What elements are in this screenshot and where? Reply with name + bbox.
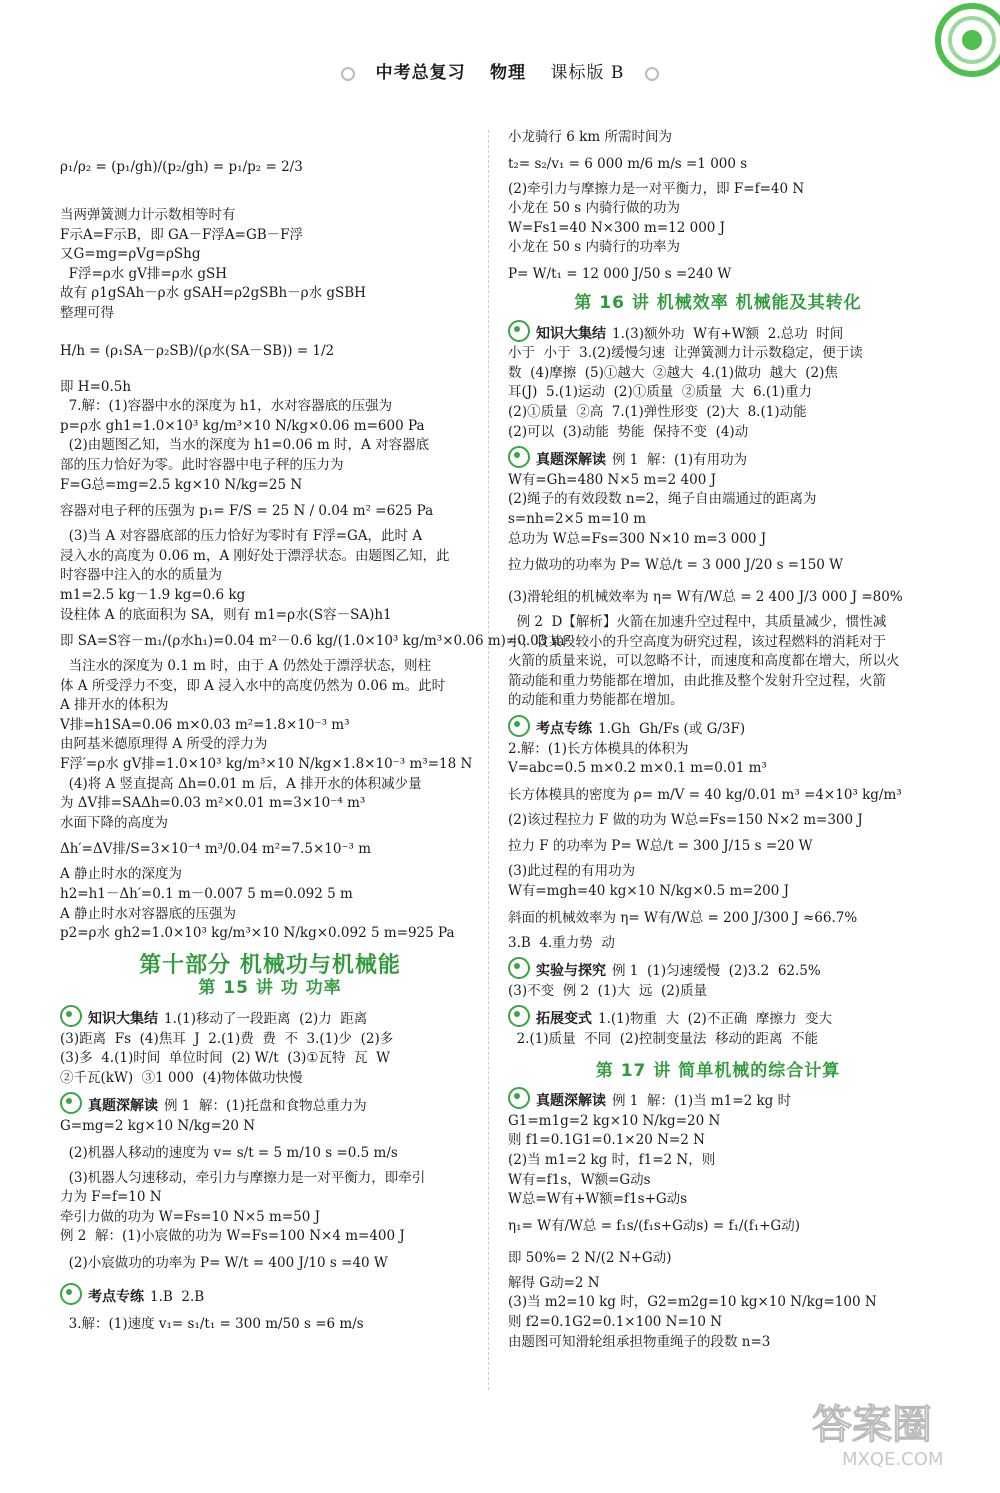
- section-icon: [508, 446, 530, 468]
- text-line: 由题图可知滑轮组承担物重绳子的段数 n=3: [508, 1333, 771, 1350]
- speed-formula: (2)机器人移动的速度为 v= s/t = 5 m/10 s =0.5 m/s: [60, 1144, 398, 1161]
- svg-text:MXQE.COM: MXQE.COM: [842, 1449, 944, 1470]
- page-header: [0, 58, 1000, 83]
- text-line: (4)将 A 竖直提高 Δh=0.01 m 后，A 排开水的体积减少量: [60, 775, 422, 792]
- text-line: A 静止时水对容器底的压强为: [60, 905, 237, 922]
- text-line: F浮=ρ水 gV排=ρ水 gSH: [60, 265, 228, 282]
- lecture-17-title: 第 17 讲 简单机械的综合计算: [595, 1060, 841, 1081]
- header-subject: 物理: [490, 63, 527, 83]
- section-exam-16: 真题深解读 例 1 解：(1)有用功为: [508, 446, 928, 471]
- text-line: 箭动能和重力势能都在增加，由此推及整个发射升空过程，火箭: [508, 672, 886, 689]
- left-column: ρ₁/ρ₂ = (p₁/gh)/(p₂/gh) = p₁/p₂ = 2/3 当两弹簧测力计示数相等时有 F示A=F示B，即 GA－F浮A=GB－F浮 又G=mg=ρVg=ρShg F浮=ρ水 gV排=ρ水 gSH 故有 ρ1gSAh－ρ水 gSAH=ρ2gSBh－ρ水 gSBH 整理可得 H/h = (ρ₁SA－ρ₂SB)/(ρ水(SA－SB)) = 1/2 即 H=0.5h 7.解：(1)容器中水的深度为 h1，水对容器底的压强为 p=ρ水 gh1=1.0×10³ kg/m³×10 N/kg×0.06 m=600 Pa (2)由题图乙知，当水的深度为 h1=0.06 m 时，A 对容器底 部的压力恰好为零。此时容器中电子秤的压力为 F=G总=mg=2.5 kg×10 N/kg=25 N 容器对电子秤的压强为 p₁= F/S = 25 N / 0.04 m² =625 Pa (3)当 A 对容器底部的压力恰好为零时有 F浮=GA，此时 A 浸入水的高度为 0.06 m，A 刚好处于漂浮状态。由题图乙知，此 时容器中注入的水的质量为 m1=2.5 kg－1.9 kg=0.6 kg 设柱体 A 的底面积为 SA，则有 m1=ρ水(S容－SA)h1 即 SA=S容－m₁/(ρ水h₁)=0.04 m²－0.6 kg/(1.0×10³ kg/m³×0.06 m)=0.03 m² 当注水的深度为 0.1 m 时，由于 A 仍然处于漂浮状态，则柱 体 A 所受浮力不变，即 A 浸入水中的高度仍然为 0.06 m。此时 A 排开水的体积为 V排=h1SA=0.06 m×0.03 m²=1.8×10⁻³ m³ 由阿基米德原理得 A 所受的浮力为 F浮′=ρ水 gV排=1.0×10³ kg/m³×10 N/kg×1.8×10⁻³ m³=18 N (4)将 A 竖直提高 Δh=0.01 m 后，A 排开水的体积减少量 为 ΔV排=SAΔh=0.03 m²×0.01 m=3×10⁻⁴ m³ 水面下降的高度为 Δh′=ΔV排/S=3×10⁻⁴ m³/0.04 m²=7.5×10⁻³ m A 静止时水的深度为 h2=h1－Δh′=0.1 m－0.007 5 m=0.092 5 m A 静止时水对容器底的压强为 p2=ρ水 gh2=1.0×10³ kg/m³×10 N/kg×0.092 5 m=925 Pa 第十部分 机械功与机械能 第 15 讲 功 功率 知识大集结 1.(1)移动了一段距离 (2)力 距离 (3)距离 Fs (4)焦耳 J 2.(1)费 费 不 3.(1)少 (2)多 (3)多 4.(1)时间 单位时间 (2) W/t (3)①瓦特 瓦 W ②千瓦(kW) ③1 000 (4)物体做功快慢 真题深解读 例 1 解：(1)托盘和食物总重力为 G=mg=2 kg×10 N/kg=20 N (2)机器人移动的速度为 v= s/t = 5 m/10 s =0.5 m/s (3)机器人匀速移动，牵引力与摩擦力是一对平衡力，即牵引 力为 F=f=10 N 牵引力做的功为 W=Fs=10 N×5 m=50 J 例 2 解：(1)小宸做的功为 W=Fs=100 N×4 m=400 J (2)小宸做功的功率为 P= W/t = 400 J/10 s =40 W 考点专练 1.B 2.B 3.解：(1)速度 v₁= s₁/t₁ = 300 m/50 s =6 m/s: [60, 128, 480, 1340]
- solve-formula: 即 50%= 2 N/(2 N+G动): [508, 1249, 672, 1266]
- header-title: 中考总复习: [375, 63, 466, 83]
- density-formula: 长方体模具的密度为 ρ= m/V = 40 kg/0.01 m³ =4×10³ kg/m³: [508, 786, 902, 803]
- dot-icon: [645, 67, 659, 81]
- section-icon: [508, 1087, 530, 1109]
- text-block: [60, 527, 480, 625]
- text-block: [508, 1274, 928, 1352]
- text-line: h2=h1－Δh′=0.1 m－0.007 5 m=0.092 5 m: [60, 886, 353, 903]
- pull-power-formula-2: 拉力 F 的功率为 P= W总/t = 300 J/15 s =20 W: [508, 838, 813, 855]
- text-line: 小；收某段较小的升空高度为研究过程，该过程燃料的消耗对于: [508, 633, 886, 650]
- power-formula-2: P= W/t₁ = 12 000 J/50 s =240 W: [508, 265, 732, 282]
- section-icon: [60, 1283, 82, 1305]
- text-line: 浸入水的高度为 0.06 m，A 刚好处于漂浮状态。由题图乙知，此: [60, 547, 450, 564]
- section-practice-16: 考点专练 1.Gh Gh/Fs (或 G/3F): [508, 715, 928, 740]
- text-line: 又G=mg=ρVg=ρShg: [60, 246, 201, 263]
- text-line: V排=h1SA=0.06 m×0.03 m²=1.8×10⁻³ m³: [60, 716, 350, 733]
- text-line: 例 2 D【解析】火箭在加速升空过程中，其质量减少，惯性减: [508, 614, 887, 631]
- lecture-16-title: 第 16 讲 机械效率 机械能及其转化: [574, 292, 862, 313]
- section-exam-17: 真题深解读 例 1 解：(1)当 m1=2 kg 时: [508, 1087, 928, 1112]
- pull-power-formula: 拉力做功的功率为 P= W总/t = 3 000 J/20 s =150 W: [508, 557, 844, 574]
- text-block: [60, 865, 480, 943]
- text-line: 小龙骑行 6 km 所需时间为: [508, 129, 672, 145]
- text-line: m1=2.5 kg－1.9 kg=0.6 kg: [60, 586, 246, 603]
- header-edition: 课标版 B: [550, 63, 625, 83]
- text-line: (3)当 A 对容器底部的压力恰好为零时有 F浮=GA，此时 A: [60, 528, 423, 545]
- text-block: [60, 657, 480, 833]
- height-formula: Δh′=ΔV排/S=3×10⁻⁴ m³/0.04 m²=7.5×10⁻³ m: [60, 841, 372, 858]
- section-knowledge-15: 知识大集结 1.(1)移动了一段距离 (2)力 距离: [60, 1005, 480, 1030]
- text-line: 小龙在 50 s 内骑行做的功为: [508, 200, 680, 217]
- text-line: p=ρ水 gh1=1.0×10³ kg/m³×10 N/kg×0.06 m=600 Pa: [60, 417, 425, 434]
- section-icon: [508, 957, 530, 979]
- text-line: F示A=F示B，即 GA－F浮A=GB－F浮: [60, 226, 304, 243]
- text-line: 当两弹簧测力计示数相等时有: [60, 207, 236, 223]
- text-line: A 排开水的体积为: [60, 697, 169, 714]
- text-block: [60, 1169, 480, 1247]
- dot-icon: [341, 67, 355, 81]
- text-line: 设柱体 A 的底面积为 SA，则有 m1=ρ水(S容－SA)h1: [60, 606, 392, 623]
- text-line: F浮′=ρ水 gV排=1.0×10³ kg/m³×10 N/kg×1.8×10⁻³ m³=18 N: [60, 756, 473, 773]
- text-block: [60, 206, 480, 324]
- text-block: [508, 180, 928, 258]
- section-practice-15: 考点专练 1.B 2.B: [60, 1283, 480, 1308]
- efficiency-formula: (3)滑轮组的机械效率为 η= W有/W总 = 2 400 J/3 000 J =80%: [508, 589, 903, 606]
- text-line: p2=ρ水 gh2=1.0×10³ kg/m³×10 N/kg×0.092 5 m=925 Pa: [60, 925, 455, 942]
- section-icon: [508, 715, 530, 737]
- text-block: [508, 613, 928, 711]
- text-line: 故有 ρ1gSAh－ρ水 gSAH=ρ2gSBh－ρ水 gSBH: [60, 285, 366, 302]
- watermark-logo: [802, 1383, 982, 1473]
- text-line: 为 ΔV排=SAΔh=0.03 m²×0.01 m=3×10⁻⁴ m³: [60, 795, 366, 812]
- text-line: 牵引力做的功为 W=Fs=10 N×5 m=50 J: [60, 1208, 321, 1225]
- text-line: W=Fs1=40 N×300 m=12 000 J: [508, 219, 726, 236]
- ratio-formula: H/h = (ρ₁SA－ρ₂SB)/(ρ水(SA－SB)) = 1/2: [60, 342, 335, 359]
- text-block: [60, 378, 480, 496]
- velocity-formula: 3.解：(1)速度 v₁= s₁/t₁ = 300 m/50 s =6 m/s: [60, 1315, 364, 1332]
- text-line: 解得 G动=2 N: [508, 1274, 600, 1291]
- section-knowledge-16: 知识大集结 1.(3)额外功 W有+W额 2.总功 时间: [508, 320, 928, 345]
- section-experiment: 实验与探究 例 1 (1)匀速缓慢 (2)3.2 62.5%: [508, 957, 928, 982]
- text-line: (3)当 m2=10 kg 时，G2=m2g=10 kg×10 N/kg=100 N: [508, 1294, 877, 1311]
- section-icon: [60, 1005, 82, 1027]
- text-line: 时容器中注入的水的质量为: [60, 567, 222, 584]
- text-line: 整理可得: [60, 304, 114, 321]
- section-icon: [508, 1005, 530, 1027]
- text-block: [508, 128, 928, 148]
- text-line: 火箭的质量来说，可以忽略不计，而速度和高度都在增大，所以火: [508, 653, 900, 670]
- text-line: 由阿基米德原理得 A 所受的浮力为: [60, 736, 268, 753]
- text-line: 例 2 解：(1)小宸做的功为 W=Fs=100 N×4 m=400 J: [60, 1228, 405, 1245]
- column-divider: [488, 130, 489, 1390]
- area-formula: 即 SA=S容－m₁/(ρ水h₁)=0.04 m²－0.6 kg/(1.0×10³ kg/m³×0.06 m)=0.03 m²: [60, 633, 570, 650]
- section-extension: 拓展变式 1.(1)物重 大 (2)不正确 摩擦力 变大: [508, 1005, 928, 1030]
- density-ratio-formula: ρ₁/ρ₂ = (p₁/gh)/(p₂/gh) = p₁/p₂ = 2/3: [60, 159, 303, 175]
- text-line: 的动能和重力势能都在增加。: [508, 692, 684, 709]
- text-line: (2)牵引力与摩擦力是一对平衡力，即 F=f=40 N: [508, 180, 805, 197]
- svg-text:答案圈: 答案圈: [812, 1402, 932, 1448]
- pressure-formula: 容器对电子秤的压强为 p₁= F/S = 25 N / 0.04 m² =625 Pa: [60, 503, 434, 520]
- text-line: 体 A 所受浮力不变，即 A 浸入水中的高度仍然为 0.06 m。此时: [60, 677, 446, 694]
- time-formula: t₂= s₂/v₁ = 6 000 m/6 m/s =1 000 s: [508, 155, 748, 172]
- part-title: 第十部分 机械功与机械能: [139, 952, 401, 978]
- text-line: 力为 F=f=10 N: [60, 1189, 162, 1206]
- text-line: 水面下降的高度为: [60, 814, 168, 831]
- text-line: 当注水的深度为 0.1 m 时，由于 A 仍然处于漂浮状态，则柱: [60, 658, 432, 675]
- power-formula: (2)小宸做功的功率为 P= W/t = 400 J/10 s =40 W: [60, 1254, 388, 1271]
- text-line: 即 H=0.5h: [60, 378, 132, 395]
- text-line: (3)机器人匀速移动，牵引力与摩擦力是一对平衡力，即牵引: [60, 1169, 426, 1186]
- right-column: 小龙骑行 6 km 所需时间为 t₂= s₂/v₁ = 6 000 m/6 m/s =1 000 s (2)牵引力与摩擦力是一对平衡力，即 F=f=40 N 小龙在 50 s 内骑行做的功为 W=Fs1=40 N×300 m=12 000 J 小龙在 50 s 内骑行的功率为 P= W/t₁ = 12 000 J/50 s =240 W 第 16 讲 机械效率 机械能及其转化 知识大集结 1.(3)额外功 W有+W额 2.总功 时间 小于 小于 3.(2)缓慢匀速 让弹簧测力计示数稳定，便于读 数 (4)摩擦 (5)①越大 ②越大 4.(1)做功 越大 (2)焦 耳(J) 5.(1)运动 (2)①质量 ②质量 大 6.(1)重力 (2)①质量 ②高 7.(1)弹性形变 (2)大 8.(1)动能 (2)可以 (3)动能 势能 保持不变 (4)动 真题深解读 例 1 解：(1)有用功为 W有=Gh=480 N×5 m=2 400 J (2)绳子的有效段数 n=2，绳子自由端通过的距离为 s=nh=2×5 m=10 m 总功为 W总=Fs=300 N×10 m=3 000 J 拉力做功的功率为 P= W总/t = 3 000 J/20 s =150 W (3)滑轮组的机械效率为 η= W有/W总 = 2 400 J/3 000 J =80% 例 2 D【解析】火箭在加速升空过程中，其质量减少，惯性减 小；收某段较小的升空高度为研究过程，该过程燃料的消耗对于 火箭的质量来说，可以忽略不计，而速度和高度都在增大，所以火 箭动能和重力势能都在增加，由此推及整个发射升空过程，火箭 的动能和重力势能都在增加。 考点专练 1.Gh Gh/Fs (或 G/3F) 2.解：(1)长方体模具的体积为 V=abc=0.5 m×0.2 m×0.1 m=0.01 m³ 长方体模具的密度为 ρ= m/V = 40 kg/0.01 m³ =4×10³ kg/m³ (2)该过程拉力 F 做的功为 W总=Fs=150 N×2 m=300 J 拉力 F 的功率为 P= W总/t = 300 J/15 s =20 W (3)此过程的有用功为 W有=mgh=40 kg×10 N/kg×0.5 m=200 J 斜面的机械效率为 η= W有/W总 = 200 J/300 J ≈66.7% 3.B 4.重力势 动 实验与探究 例 1 (1)匀速缓慢 (2)3.2 62.5% (3)不变 例 2 (1)大 远 (2)质量 拓展变式 1.(1)物重 大 (2)不正确 摩擦力 变大 2.(1)质量 不同 (2)控制变量法 移动的距离 不能 第 17 讲 简单机械的综合计算 真题深解读 例 1 解：(1)当 m1=2 kg 时 G1=m1g=2 kg×10 N/kg=20 N 则 f1=0.1G1=0.1×20 N=2 N (2)当 m1=2 kg 时，f1=2 N，则 W有=f1s，W额=G动s W总=W有+W额=f1s+G动s η₁= W有/W总 = f₁s/(f₁s+G动s) = f₁/(f₁+G动) 即 50%= 2 N/(2 N+G动) 解得 G动=2 N (3)当 m2=10 kg 时，G2=m2g=10 kg×10 N/kg=100 N 则 f2=0.1G2=0.1×100 N=10 N 由题图可知滑轮组承担物重绳子的段数 n=3: [508, 128, 928, 1352]
- text-line: 则 f2=0.1G2=0.1×100 N=10 N: [508, 1313, 723, 1330]
- text-line: A 静止时水的深度为: [60, 866, 183, 883]
- text-line: (2)由题图乙知，当水的深度为 h1=0.06 m 时，A 对容器底: [60, 437, 430, 454]
- eta-formula: η₁= W有/W总 = f₁s/(f₁s+G动s) = f₁/(f₁+G动): [508, 1217, 800, 1234]
- section-icon: [60, 1092, 82, 1114]
- section-icon: [508, 320, 530, 342]
- section-exam-15: 真题深解读 例 1 解：(1)托盘和食物总重力为: [60, 1092, 480, 1117]
- slope-efficiency-formula: 斜面的机械效率为 η= W有/W总 = 200 J/300 J ≈66.7%: [508, 909, 858, 926]
- text-line: 7.解：(1)容器中水的深度为 h1，水对容器底的压强为: [60, 398, 393, 415]
- text-line: 小龙在 50 s 内骑行的功率为: [508, 239, 680, 256]
- lecture-15-title: 第 15 讲 功 功率: [198, 978, 342, 999]
- text-line: 部的压力恰好为零。此时容器中电子秤的压力为: [60, 456, 344, 473]
- text-line: F=G总=mg=2.5 kg×10 N/kg=25 N: [60, 476, 303, 493]
